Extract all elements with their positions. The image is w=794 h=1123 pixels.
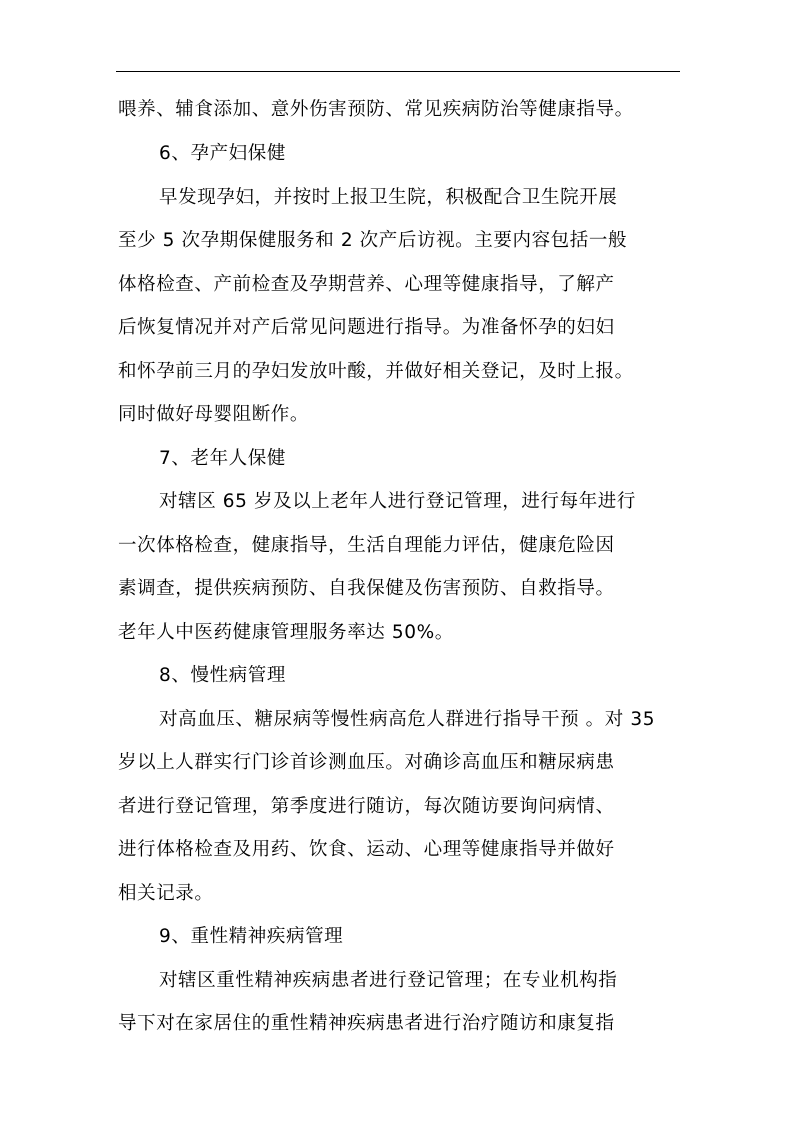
paragraph-line: 体格检查、产前检查及孕期营养、心理等健康指导，了解产 (118, 274, 615, 295)
paragraph-line: 对辖区重性精神疾病患者进行登记管理；在专业机构指 (159, 970, 618, 991)
section-heading-maternal-care: 6、孕产妇保健 (159, 143, 286, 164)
paragraph-line: 导下对在家居住的重性精神疾病患者进行治疗随访和康复指 (118, 1013, 615, 1034)
paragraph-line: 和怀孕前三月的孕妇发放叶酸，并做好相关登记，及时上报。 (118, 361, 634, 382)
paragraph-line: 相关记录。 (118, 883, 214, 904)
section-heading-elderly-care: 7、老年人保健 (159, 448, 286, 469)
paragraph-line: 对辖区 65 岁及以上老年人进行登记管理，进行每年进行 (159, 491, 637, 512)
paragraph-line: 岁以上人群实行门诊首诊测血压。对确诊高血压和糖尿病患 (118, 752, 615, 773)
section-heading-mental-illness: 9、重性精神疾病管理 (159, 926, 344, 947)
paragraph-line: 同时做好母婴阻断作。 (118, 404, 310, 425)
paragraph-line: 至少 5 次孕期保健服务和 2 次产后访视。主要内容包括一般 (118, 230, 628, 251)
paragraph-line: 者进行登记管理，第季度进行随访，每次随访要询问病情、 (118, 796, 615, 817)
paragraph-line: 一次体格检查，健康指导，生活自理能力评估，健康危险因 (118, 535, 615, 556)
paragraph-line: 进行体格检查及用药、饮食、运动、心理等健康指导并做好 (118, 839, 615, 860)
header-rule (116, 71, 680, 72)
paragraph-line: 老年人中医药健康管理服务率达 50%。 (118, 622, 454, 643)
paragraph-line: 喂养、辅食添加、意外伤害预防、常见疾病防治等健康指导。 (118, 99, 634, 120)
section-heading-chronic-disease: 8、慢性病管理 (159, 665, 286, 686)
paragraph-line: 对高血压、糖尿病等慢性病高危人群进行指导干预 。对 35 (159, 709, 656, 730)
paragraph-line: 早发现孕妇，并按时上报卫生院，积极配合卫生院开展 (159, 187, 618, 208)
paragraph-line: 后恢复情况并对产后常见问题进行指导。为准备怀孕的妇妇 (118, 317, 615, 338)
paragraph-line: 素调查，提供疾病预防、自我保健及伤害预防、自救指导。 (118, 578, 615, 599)
